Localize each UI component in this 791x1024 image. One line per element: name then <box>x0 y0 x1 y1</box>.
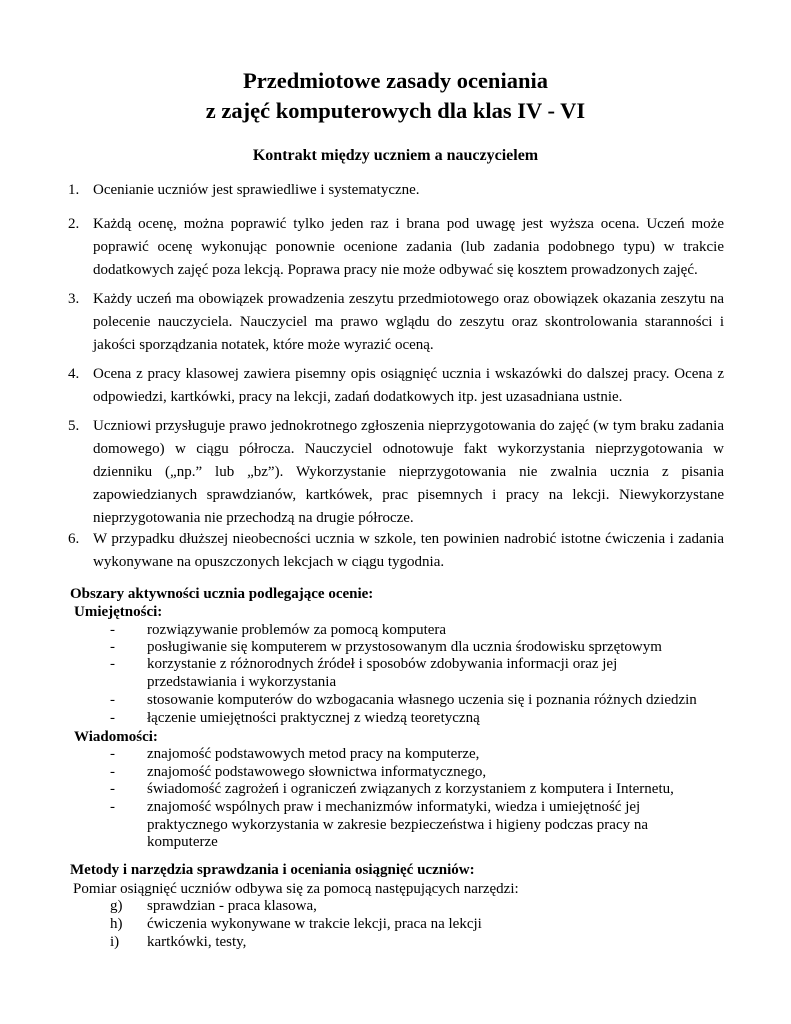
dash-marker: - <box>110 799 115 815</box>
contract-item-number: 3. <box>68 291 80 307</box>
dash-marker: - <box>110 781 115 797</box>
methods-list-item <box>110 934 720 952</box>
list-letter-marker: g) <box>110 898 123 914</box>
contract-item-number: 6. <box>68 531 80 547</box>
list-letter-marker: h) <box>110 916 123 932</box>
contract-item-number: 1. <box>68 182 80 198</box>
methods-item-text: ćwiczenia wykonywane w trakcie lekcji, praca na lekcji <box>147 916 482 932</box>
contract-item-text: Każdy uczeń ma obowiązek prowadzenia zeszytu przedmiotowego oraz obowiązek okazania zeszytu na polecenie nauczyciela. Nauczyciel ma prawo wglądu do zeszytu oraz skontrolowania staranności i jakości sporządzania notatek, które może wyrazić oceną. <box>93 291 724 353</box>
contract-item-6 <box>68 528 724 574</box>
contract-item-text: Każdą ocenę, można poprawić tylko jeden raz i brana pod uwagę jest wyższa ocena. Uczeń może poprawić ocenę wykonując ponownie ocenione zadania (lub zadania podobnego typu) w trakcie dodatkowych zajęć poza lekcją. Poprawa pracy nie może odbywać się kosztem prowadzonych zajęć. <box>93 216 724 278</box>
document-subtitle: Kontrakt między uczniem a nauczycielem <box>252 147 539 164</box>
dash-marker: - <box>110 710 115 726</box>
dash-marker: - <box>110 746 115 762</box>
methods-intro: Pomiar osiągnięć uczniów odbywa się za pomocą następujących narzędzi: <box>73 881 519 897</box>
methods-list-item <box>110 916 720 934</box>
skills-item-text: rozwiązywanie problemów za pomocą komputera <box>147 622 447 638</box>
dash-marker: - <box>110 692 115 708</box>
dash-marker: - <box>110 622 115 638</box>
areas-heading: Obszary aktywności ucznia podlegające ocenie: <box>70 586 374 602</box>
contract-item-1 <box>68 179 724 202</box>
methods-item-text: sprawdzian - praca klasowa, <box>147 898 317 914</box>
knowledge-list-item <box>110 781 720 799</box>
dash-marker: - <box>110 656 115 672</box>
contract-item-3 <box>68 288 724 357</box>
skills-list-item <box>110 692 720 710</box>
document-title-line-1: Przedmiotowe zasady oceniania <box>243 68 548 93</box>
knowledge-list-item <box>110 799 720 852</box>
skills-item-text: posługiwanie się komputerem w przystosowanym dla ucznia środowisku sprzętowym <box>147 639 662 655</box>
skills-item-text: łączenie umiejętności praktycznej z wiedzą teoretyczną <box>147 710 480 726</box>
skills-list-item <box>110 656 720 691</box>
document-title-line-2: z zajęć komputerowych dla klas IV - VI <box>205 98 586 123</box>
skills-list-item <box>110 710 720 728</box>
contract-item-text: Uczniowi przysługuje prawo jednokrotnego zgłoszenia nieprzygotowania do zajęć (w tym braku zadania domowego) w ciągu półrocza. Nauczyciel odnotowuje fakt wykorzystania nieprzygotowania w dzienniku („np.” lub „bz”). Wykorzystanie nieprzygotowania nie zwalnia ucznia z pisania zapowiedzianych sprawdzianów, kartkówek, prac pisemnych i pracy na lekcji. Niewykorzystane nieprzygotowania nie przechodzą na drugie półrocze. <box>93 418 724 526</box>
skills-item-text: stosowanie komputerów do wzbogacania własnego uczenia się i poznania różnych dziedzin <box>147 692 697 708</box>
dash-marker: - <box>110 764 115 780</box>
knowledge-item-text: znajomość podstawowych metod pracy na komputerze, <box>147 746 480 762</box>
contract-item-text: Ocena z pracy klasowej zawiera pisemny opis osiągnięć ucznia i wskazówki do dalszej pracy. Ocena z odpowiedzi, kartkówki, pracy na lekcji, zadań dodatkowych itp. jest uzasadniana ustnie. <box>93 366 724 405</box>
skills-list-item <box>110 622 720 640</box>
knowledge-list-item <box>110 746 720 764</box>
methods-list-item <box>110 898 720 916</box>
contract-item-number: 4. <box>68 366 80 382</box>
contract-item-number: 2. <box>68 216 80 232</box>
knowledge-heading: Wiadomości: <box>74 729 158 745</box>
contract-item-number: 5. <box>68 418 80 434</box>
knowledge-item-text: świadomość zagrożeń i ograniczeń związanych z korzystaniem z komputera i Internetu, <box>147 781 674 797</box>
methods-heading: Metody i narzędzia sprawdzania i oceniania osiągnięć uczniów: <box>70 862 475 878</box>
dash-marker: - <box>110 639 115 655</box>
knowledge-item-text: znajomość wspólnych praw i mechanizmów informatyki, wiedza i umiejętność jej praktycznego wykorzystania w zakresie bezpieczeństwa i higieny podczas pracy na komputerze <box>147 799 649 850</box>
contract-item-5 <box>68 415 724 530</box>
contract-item-2 <box>68 213 724 282</box>
contract-item-text: Ocenianie uczniów jest sprawiedliwe i systematyczne. <box>93 182 420 198</box>
contract-item-text: W przypadku dłuższej nieobecności ucznia w szkole, ten powinien nadrobić istotne ćwiczenia i zadania wykonywane na opuszczonych lekcjach w ciągu tygodnia. <box>93 531 724 570</box>
methods-item-text: kartkówki, testy, <box>147 934 247 950</box>
skills-item-text: korzystanie z różnorodnych źródeł i sposobów zdobywania informacji oraz jej przedstawiania i wykorzystania <box>147 656 618 690</box>
contract-item-4 <box>68 363 724 409</box>
knowledge-item-text: znajomość podstawowego słownictwa informatycznego, <box>147 764 487 780</box>
knowledge-list-item <box>110 764 720 782</box>
skills-heading: Umiejętności: <box>74 604 163 620</box>
list-letter-marker: i) <box>110 934 120 950</box>
skills-list-item <box>110 639 720 657</box>
